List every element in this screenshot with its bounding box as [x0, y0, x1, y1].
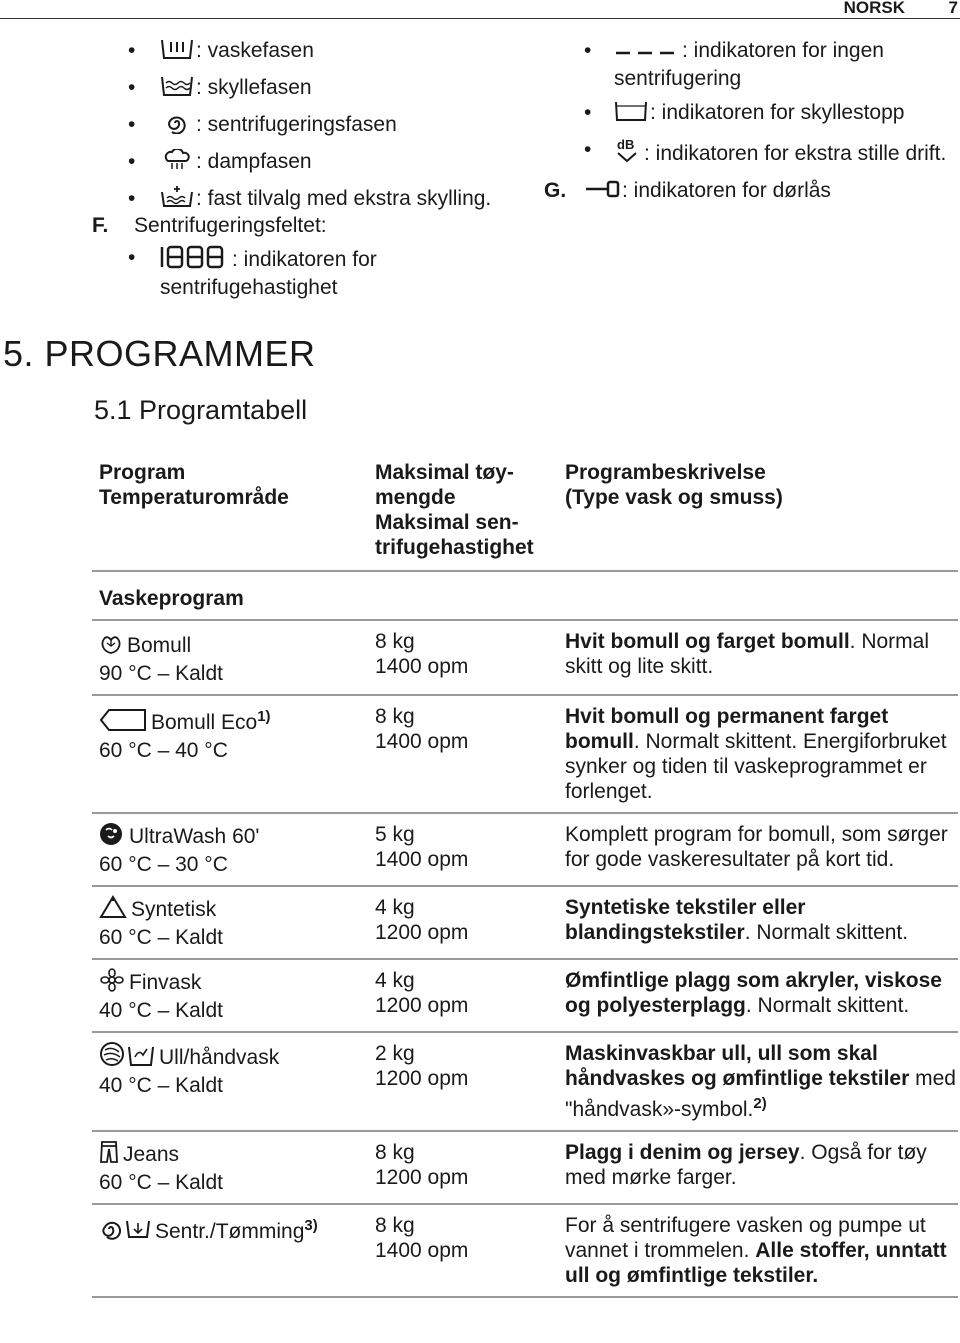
- steam-icon: [160, 149, 194, 177]
- program-name: Bomull Eco: [151, 711, 258, 734]
- program-name: Ull/håndvask: [159, 1046, 280, 1069]
- rinse-icon: [160, 75, 194, 103]
- section-letter: F.: [92, 214, 109, 237]
- section-g: G. : indikatoren for dørlås: [540, 178, 950, 205]
- program-name: Sentr./Tømming: [155, 1220, 305, 1243]
- synthetic-icon: [99, 895, 127, 925]
- rinse-hold-icon: [614, 100, 648, 128]
- section-title: 5. PROGRAMMER: [3, 333, 316, 374]
- spin-speed-digits-icon: [160, 245, 230, 275]
- no-spin-dashes-icon: [614, 41, 680, 66]
- door-lock-icon: [584, 179, 622, 205]
- language-label: NORSK: [843, 0, 905, 17]
- program-temp: 60 °C – 30 °C: [99, 853, 228, 876]
- list-item: • : indikatoren for skyllestopp: [540, 100, 950, 128]
- table-header-row: [92, 450, 958, 571]
- spin-drain-icon: [99, 1217, 151, 1247]
- spin-icon: [160, 112, 194, 140]
- group-label: Vaskeprogram: [92, 571, 958, 620]
- list-item: • : vaskefasen: [88, 38, 528, 66]
- program-name: UltraWash 60': [129, 825, 260, 848]
- quiet-db-icon: [614, 137, 642, 169]
- svg-text:dB: dB: [617, 137, 635, 152]
- program-temp: 60 °C – Kaldt: [99, 1171, 223, 1194]
- program-temp: 40 °C – Kaldt: [99, 999, 223, 1022]
- list-item: • : fast tilvalg med ekstra skylling.: [88, 186, 528, 214]
- wool-handwash-icon: [99, 1041, 155, 1073]
- header-description: Programbeskrivelse (Type vask og smuss): [565, 450, 958, 571]
- header-program: Program Temperaturområde: [92, 450, 375, 571]
- list-item: • : indikatoren for ingen sentrifugering: [584, 39, 884, 90]
- program-name: Bomull: [127, 634, 192, 657]
- list-item: • : indikatoren for sentrifugehastighet: [128, 246, 377, 299]
- list-item: • : skyllefasen: [88, 75, 528, 103]
- eco-tag-icon: [99, 708, 147, 738]
- table-row: Jeans 60 °C – Kaldt 8 kg 1200 opm Plagg i denim og jersey. Også for tøy med mørke farger.: [92, 1131, 958, 1204]
- program-temp: 60 °C – 40 °C: [99, 739, 228, 762]
- table-row: Sentr./Tømming$^{3)}$ 8 kg 1400 opm For å sentrifugere vasken og pumpe ut vannet i trommelen. Alle stoffer, unntatt ull og ømfintlige tekstiler.: [92, 1204, 958, 1297]
- right-legend: [540, 38, 950, 214]
- program-name: Jeans: [123, 1143, 180, 1166]
- header-load: Maksimal tøy- mengde Maksimal sen- trifugehastighet: [375, 450, 565, 571]
- ultrawash-icon: [99, 822, 125, 852]
- section-letter: G.: [544, 179, 567, 202]
- left-legend: [88, 38, 528, 309]
- table-row: Ull/håndvask 40 °C – Kaldt 2 kg 1200 opm Maskinvaskbar ull, ull som skal håndvaskes og ømfintlige tekstiler med "håndvask»-symbol.$^{2)}$: [92, 1032, 958, 1131]
- list-item: • dB : indikatoren for ekstra stille drift.: [540, 137, 950, 169]
- page-header: [0, 0, 960, 18]
- group-row: [92, 571, 958, 620]
- table-row: Bomull Eco$^{1)}$ 60 °C – 40 °C 8 kg 1400 opm Hvit bomull og permanent farget bomull. Normalt skittent. Energiforbruket synker og tiden til vaskeprogrammet er forlenget.: [92, 695, 958, 813]
- program-table: [92, 450, 958, 1298]
- table-row: Bomull 90 °C – Kaldt 8 kg 1400 opm Hvit bomull og farget bomull. Normal skitt og lite skitt.: [92, 620, 958, 695]
- program-name: Finvask: [129, 971, 202, 994]
- list-item: • : dampfasen: [88, 149, 528, 177]
- list-item: • : sentrifugeringsfasen: [88, 112, 528, 140]
- program-temp: 90 °C – Kaldt: [99, 662, 223, 685]
- wash-tub-icon: [160, 38, 194, 66]
- jeans-icon: [99, 1140, 119, 1170]
- table-row: Finvask 40 °C – Kaldt 4 kg 1200 opm Ømfintlige plagg som akryler, viskose og polyesterplagg. Normalt skittent.: [92, 959, 958, 1032]
- delicate-icon: [99, 968, 125, 998]
- program-temp: 40 °C – Kaldt: [99, 1074, 223, 1097]
- program-name: Syntetisk: [131, 898, 217, 921]
- page-number: 7: [948, 0, 958, 17]
- program-temp: 60 °C – Kaldt: [99, 926, 223, 949]
- section-f-title: Sentrifugeringsfeltet:: [134, 214, 327, 237]
- table-row: Syntetisk 60 °C – Kaldt 4 kg 1200 opm Syntetiske tekstiler eller blandingstekstiler. Normalt skittent.: [92, 886, 958, 959]
- header-rule: [0, 18, 960, 19]
- section-subtitle: 5.1 Programtabell: [94, 395, 308, 425]
- cotton-icon: [99, 633, 123, 661]
- section-f: [88, 213, 528, 238]
- extra-rinse-icon: [160, 186, 194, 214]
- table-row: UltraWash 60' 60 °C – 30 °C 5 kg 1400 opm Komplett program for bomull, som sørger for gode vaskeresultater på kort tid.: [92, 813, 958, 886]
